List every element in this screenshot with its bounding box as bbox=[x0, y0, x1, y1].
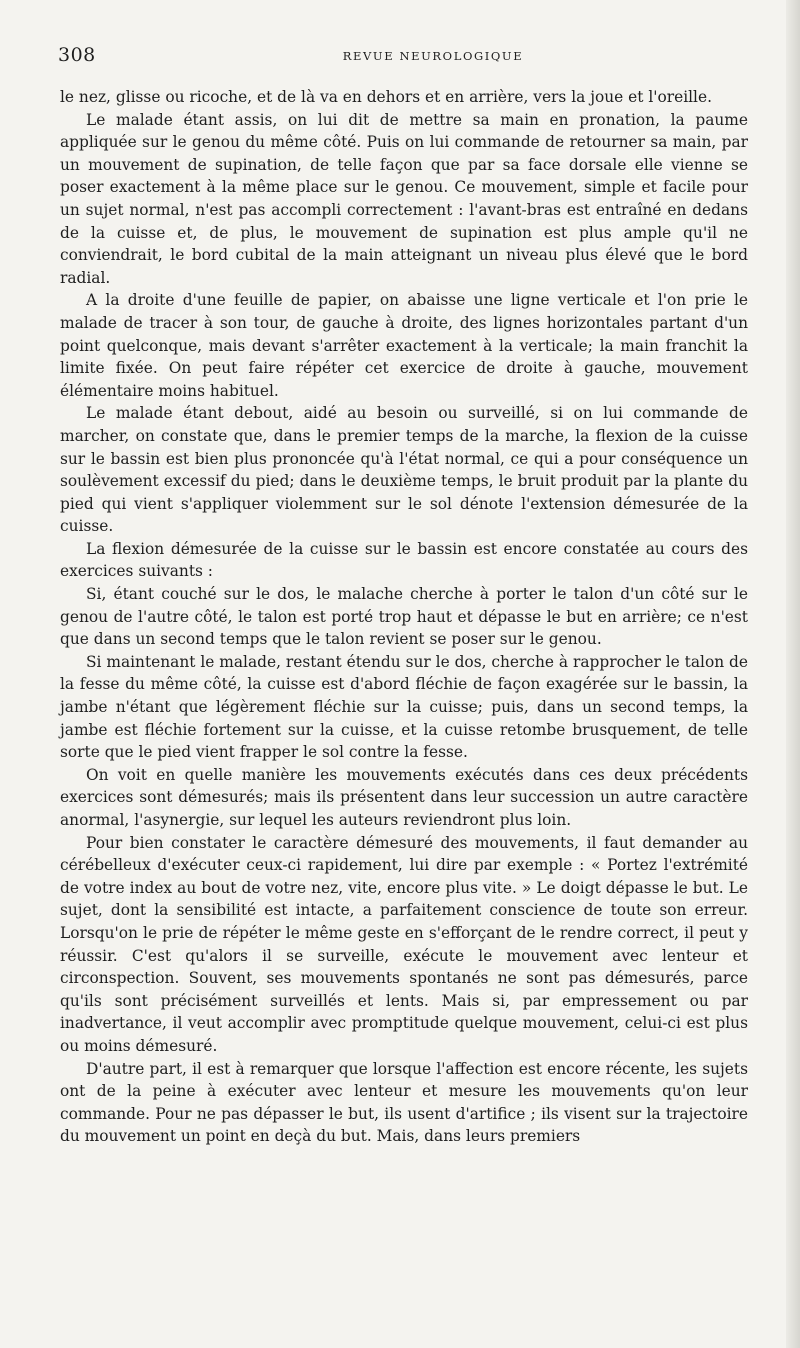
paragraph: Le malade étant debout, aidé au besoin ou surveillé, si on lui commande de marcher, on constate que, dans le premier temps de la marche, la flexion de la cuisse sur le bassin est bien plus prononcée qu'à l'état normal, ce qui a pour conséquence un soulèvement excessif du pied; dans le deuxième temps, le bruit produit par la plante du pied qui vient s'appliquer violemment sur le sol dénote l'extension démesurée de la cuisse. bbox=[60, 404, 748, 536]
paragraph: Pour bien constater le caractère démesuré des mouvements, il faut demander au cérébelleux d'exécuter ceux-ci rapidement, lui dire par exemple : « Portez l'extrémité de votre index au bout de votre nez, vite, encore plus vite. » Le doigt dépasse le but. Le sujet, dont la sensibilité est intacte, a parfaitement conscience de toute son erreur. Lorsqu'on le prie de répéter le même geste en s'efforçant de le rendre correct, il peut y réussir. C'est qu'alors il se surveille, exécute le mouvement avec lenteur et circonspection. Souvent, ses mouvements spontanés ne sont pas démesurés, parce qu'ils sont précisément surveillés et lents. Mais si, par empressement ou par inadvertance, il veut accomplir avec promptitude quelque mouvement, celui-ci est plus ou moins démesuré. bbox=[60, 833, 748, 1055]
page-edge-shadow bbox=[786, 0, 800, 1348]
running-title: REVUE NEUROLOGIQUE bbox=[342, 49, 524, 63]
paragraph: Le malade étant assis, on lui dit de mettre sa main en pronation, la paume appliquée sur le genou du même côté. Puis on lui commande de retourner sa main, par un mouvement de supination, de telle façon que par sa face dorsale elle vienne se poser exactement à la même place sur le genou. Ce mouvement, simple et facile pour un sujet normal, n'est pas accompli correctement : l'avant-bras est entraîné en dedans de la cuisse et, de plus, le mouvement de supination est plus ample qu'il ne conviendrait, le bord cubital de la main atteignant un niveau plus élevé que le bord radial. bbox=[60, 110, 748, 287]
body-text bbox=[60, 86, 748, 1148]
paragraph: le nez, glisse ou ricoche, et de là va en dehors et en arrière, vers la joue et l'oreille. bbox=[60, 88, 712, 106]
paragraph: A la droite d'une feuille de papier, on abaisse une ligne verticale et l'on prie le malade de tracer à son tour, de gauche à droite, des lignes horizontales partant d'un point quelconque, mais devant s'arrêter exactement à la verticale; la main franchit la limite fixée. On peut faire répéter cet exercice de droite à gauche, mouvement élémentaire moins habituel. bbox=[60, 291, 748, 400]
paragraph: D'autre part, il est à remarquer que lorsque l'affection est encore récente, les sujets ont de la peine à exécuter avec lenteur et mesure les mouvements qu'on leur commande. Pour ne pas dépasser le but, ils usent d'artifice ; ils visent sur la trajectoire du mouvement un point en deçà du but. Mais, dans leurs premiers bbox=[60, 1059, 748, 1146]
paragraph: La flexion démesurée de la cuisse sur le bassin est encore constatée au cours des exercices suivants : bbox=[60, 539, 748, 581]
paragraph: Si, étant couché sur le dos, le malache cherche à porter le talon d'un côté sur le genou de l'autre côté, le talon est porté trop haut et dépasse le but en arrière; ce n'est que dans un second temps que le talon revient se poser sur le genou. bbox=[60, 585, 748, 649]
paragraph: On voit en quelle manière les mouvements exécutés dans ces deux précédents exercices sont démesurés; mais ils présentent dans leur succession un autre caractère anormal, l'asynergie, sur lequel les auteurs reviendront plus loin. bbox=[60, 765, 748, 829]
paragraph: Si maintenant le malade, restant étendu sur le dos, cherche à rapprocher le talon de la fesse du même côté, la cuisse est d'abord fléchie de façon exagérée sur le bassin, la jambe n'étant que légèrement fléchie sur la cuisse; puis, dans un second temps, la jambe est fléchie fortement sur la cuisse, et la cuisse retombe brusquement, de telle sorte que le pied vient frapper le sol contre la fesse. bbox=[60, 652, 748, 762]
page-header bbox=[58, 44, 748, 74]
page-number: 308 bbox=[58, 44, 96, 66]
